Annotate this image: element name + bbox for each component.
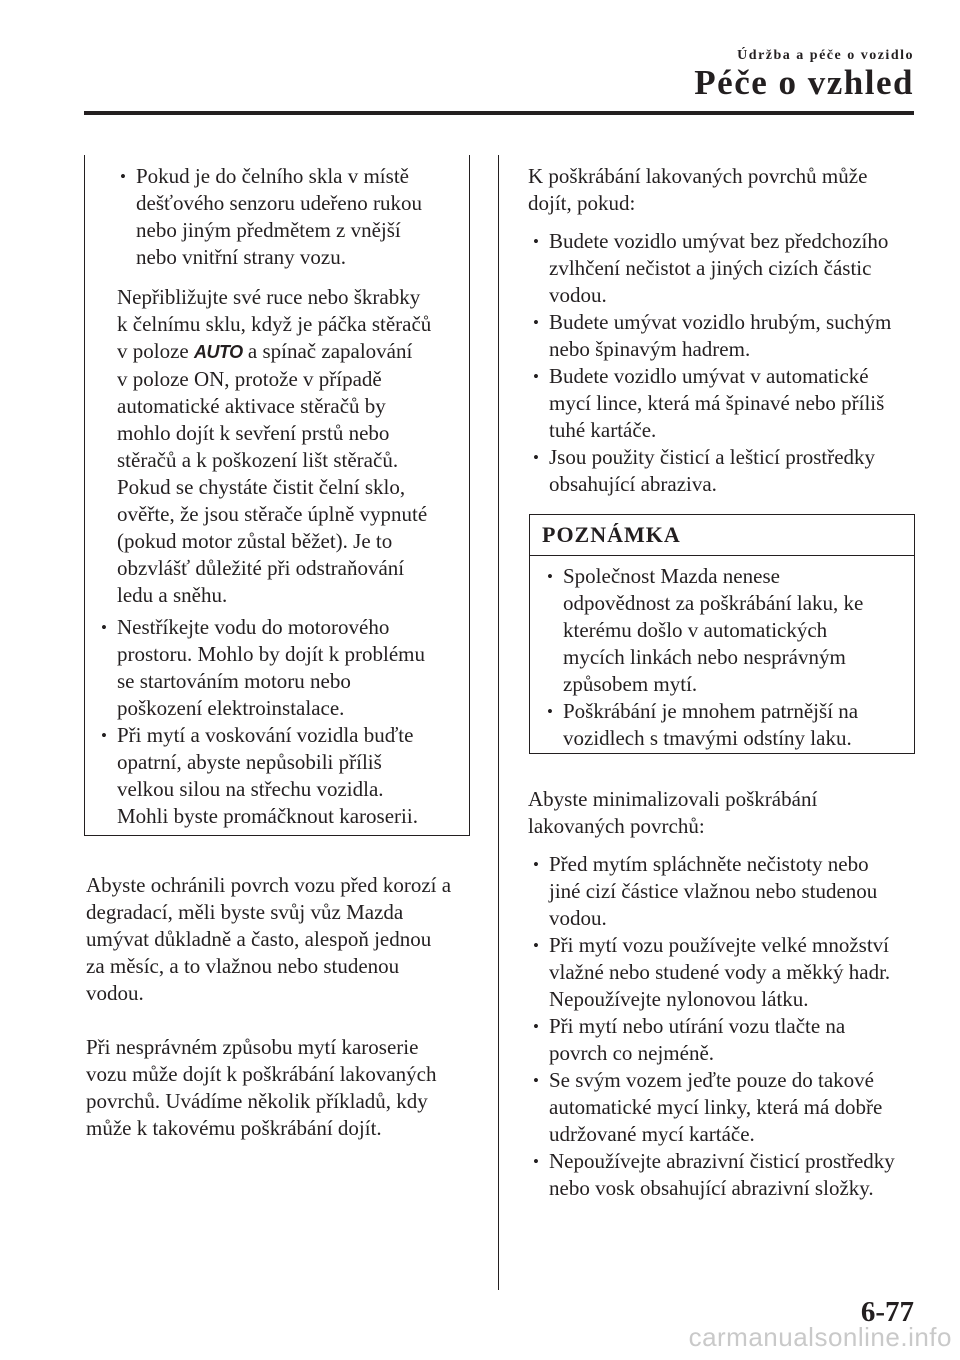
prevent-scratches-list bbox=[530, 851, 925, 1202]
bullet-icon: • bbox=[547, 567, 553, 586]
list-item: • Nepoužívejte abrazivní čisticí prostředky nebo vosk obsahující abrazivní složky. bbox=[533, 1149, 895, 1200]
warning-top-bullet-list bbox=[117, 163, 462, 271]
list-item: • Jsou použity čisticí a lešticí prostředky obsahující abraziva. bbox=[533, 445, 876, 496]
list-item: • Při mytí vozu používejte velké množství vlažné nebo studené vody a měkký hadr. Nepoužívejte nylonovou látku. bbox=[533, 933, 891, 1011]
paragraph-scratches: Při nesprávném způsobu mytí karoserie vozu může dojít k poškrábání lakovaných povrchů. Uvádíme několik příkladů, kdy může k takovému poškrábání dojít. bbox=[86, 1035, 437, 1140]
list-item: • Budete umývat vozidlo hrubým, suchým nebo špinavým hadrem. bbox=[533, 310, 892, 361]
warning-bullet-list bbox=[98, 614, 463, 830]
bullet-icon: • bbox=[533, 936, 539, 955]
list-item: • Budete vozidlo umývat bez předchozího zvlhčení nečistot a jiných cizích částic vodou. bbox=[533, 229, 889, 307]
list-item: • Při mytí nebo utírání vozu tlačte na povrch co nejméně. bbox=[533, 1014, 846, 1065]
list-item: • Společnost Mazda nenese odpovědnost za poškrábání laku, ke kterému došlo v automatických mycích linkách nebo nesprávným způsobem mytí. bbox=[547, 564, 864, 696]
list-item: • Pokud je do čelního skla v místě dešťového senzoru udeřeno rukou nebo jiným předmětem z vnější nebo vnitřní strany vozu. bbox=[120, 164, 422, 269]
scratch-causes-intro: K poškrábání lakovaných povrchů může dojít, pokud: bbox=[528, 164, 868, 215]
scratch-causes-list bbox=[530, 228, 925, 498]
paragraph-wash-frequency: Abyste ochránili povrch vozu před korozí a degradací, měli byste svůj vůz Mazda umývat důkladně a často, alespoň jednou za měsíc, a to vlažnou nebo studenou vodou. bbox=[86, 873, 452, 1005]
header-section-label: Údržba a péče o vozidlo bbox=[737, 48, 914, 63]
note-box bbox=[529, 514, 915, 754]
warning-paragraph: Nepřibližujte své ruce nebo škrabky k čelnímu sklu, když je páčka stěračů v poloze AUTO a spínač zapalování v poloze ON, protože v případě automatické aktivace stěračů by mohlo dojít k sevření prstů nebo stěračů a k poškození lišt stěračů. Pokud se chystáte čistit čelní sklo, ověřte, že jsou stěrače úplně vypnuté (pokud motor zůstal běžet). Je to obzvlášť důležité při odstraňování ledu a sněhu. bbox=[117, 285, 432, 607]
bullet-icon: • bbox=[533, 1152, 539, 1171]
bullet-icon: • bbox=[101, 726, 107, 745]
list-item: • Před mytím spláchněte nečistoty nebo jiné cizí částice vlažnou nebo studenou vodou. bbox=[533, 852, 878, 930]
bullet-icon: • bbox=[533, 232, 539, 251]
bullet-icon: • bbox=[120, 167, 126, 186]
bullet-icon: • bbox=[533, 367, 539, 386]
bullet-icon: • bbox=[101, 618, 107, 637]
auto-wiper-icon: AUTO bbox=[193, 342, 243, 362]
bullet-icon: • bbox=[533, 313, 539, 332]
page-number: 6-77 bbox=[860, 1296, 914, 1328]
bullet-icon: • bbox=[533, 1071, 539, 1090]
note-title: POZNÁMKA bbox=[542, 522, 681, 547]
list-item: • Poškrábání je mnohem patrnější na vozidlech s tmavými odstíny laku. bbox=[547, 699, 859, 750]
note-bullet-list bbox=[544, 563, 909, 752]
bullet-icon: • bbox=[547, 702, 553, 721]
prevent-scratches-intro: Abyste minimalizovali poškrábání lakovaných povrchů: bbox=[528, 787, 818, 838]
list-item: • Nestříkejte vodu do motorového prostoru. Mohlo by dojít k problému se startováním motoru nebo poškození elektroinstalace. bbox=[101, 615, 425, 720]
column-divider bbox=[498, 155, 499, 1290]
note-divider bbox=[530, 555, 914, 556]
header-rule bbox=[84, 111, 914, 115]
bullet-icon: • bbox=[533, 1017, 539, 1036]
bullet-icon: • bbox=[533, 448, 539, 467]
list-item: • Při mytí a voskování vozidla buďte opatrní, abyste nepůsobili příliš velkou silou na střechu vozidla. Mohli byste promáčknout karoserii. bbox=[101, 723, 418, 828]
watermark: carmanualsonline.info bbox=[688, 1322, 952, 1352]
bullet-icon: • bbox=[533, 855, 539, 874]
list-item: • Se svým vozem jeďte pouze do takové automatické mycí linky, která má dobře udržované mycí kartáče. bbox=[533, 1068, 883, 1146]
page-title: Péče o vzhled bbox=[694, 63, 914, 102]
list-item: • Budete vozidlo umývat v automatické mycí lince, která má špinavé nebo příliš tuhé kartáče. bbox=[533, 364, 885, 442]
